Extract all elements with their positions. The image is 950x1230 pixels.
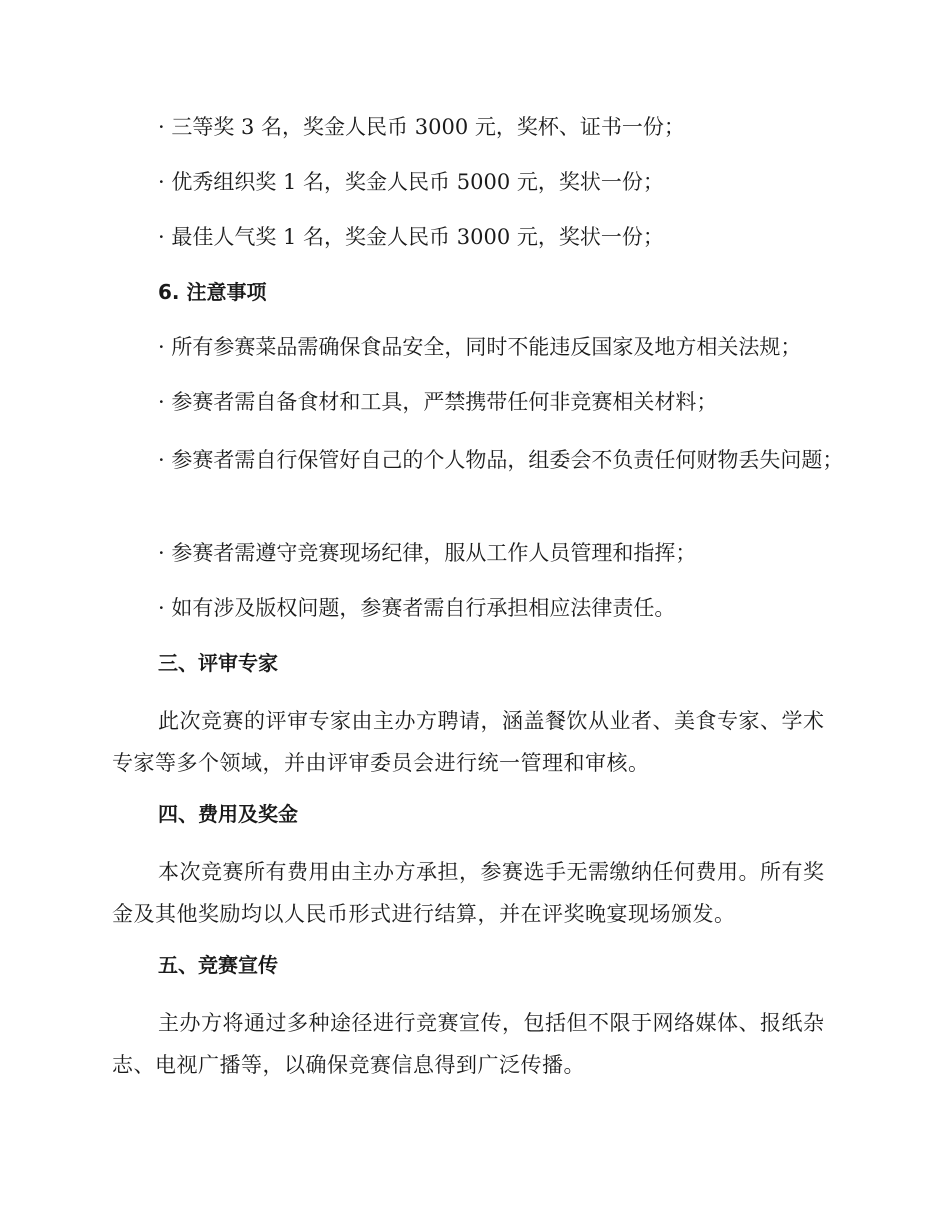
note-item-discipline: · 参赛者需遵守竞赛现场纪律，服从工作人员管理和指挥； <box>158 541 697 565</box>
prize-item-popularity: · 最佳人气奖 1 名，奖金人民币 3000 元，奖状一份； <box>158 225 664 249</box>
prize-item-organization: · 优秀组织奖 1 名，奖金人民币 5000 元，奖状一份； <box>158 170 664 194</box>
note-item-ingredients: · 参赛者需自备食材和工具，严禁携带任何非竞赛相关材料； <box>158 390 718 414</box>
section-heading-fees: 四、费用及奖金 <box>158 802 298 826</box>
section-heading-judges: 三、评审专家 <box>158 651 278 675</box>
section-text-judges: 此次竞赛的评审专家由主办方聘请，涵盖餐饮从业者、美食专家、学术专家等多个领域，并由评审委员会进行统一管理和审核。 <box>112 709 825 775</box>
prize-item-third: · 三等奖 3 名，奖金人民币 3000 元，奖杯、证书一份； <box>158 115 685 139</box>
note-item-belongings: · 参赛者需自行保管好自己的个人物品，组委会不负责任何财物丢失问题； <box>158 448 844 472</box>
section-text-fees: 本次竞赛所有费用由主办方承担，参赛选手无需缴纳任何费用。所有奖金及其他奖励均以人民币形式进行结算，并在评奖晚宴现场颁发。 <box>112 860 825 926</box>
section-heading-publicity: 五、竞赛宣传 <box>158 953 278 977</box>
note-item-food-safety: · 所有参赛菜品需确保食品安全，同时不能违反国家及地方相关法规； <box>158 335 802 359</box>
section-text-publicity: 主办方将通过多种途径进行竞赛宣传，包括但不限于网络媒体、报纸杂志、电视广播等，以确保竞赛信息得到广泛传播。 <box>112 1011 825 1077</box>
note-item-copyright: · 如有涉及版权问题，参赛者需自行承担相应法律责任。 <box>158 596 676 620</box>
section-heading-notes: 6. 注意事项 <box>158 280 267 304</box>
